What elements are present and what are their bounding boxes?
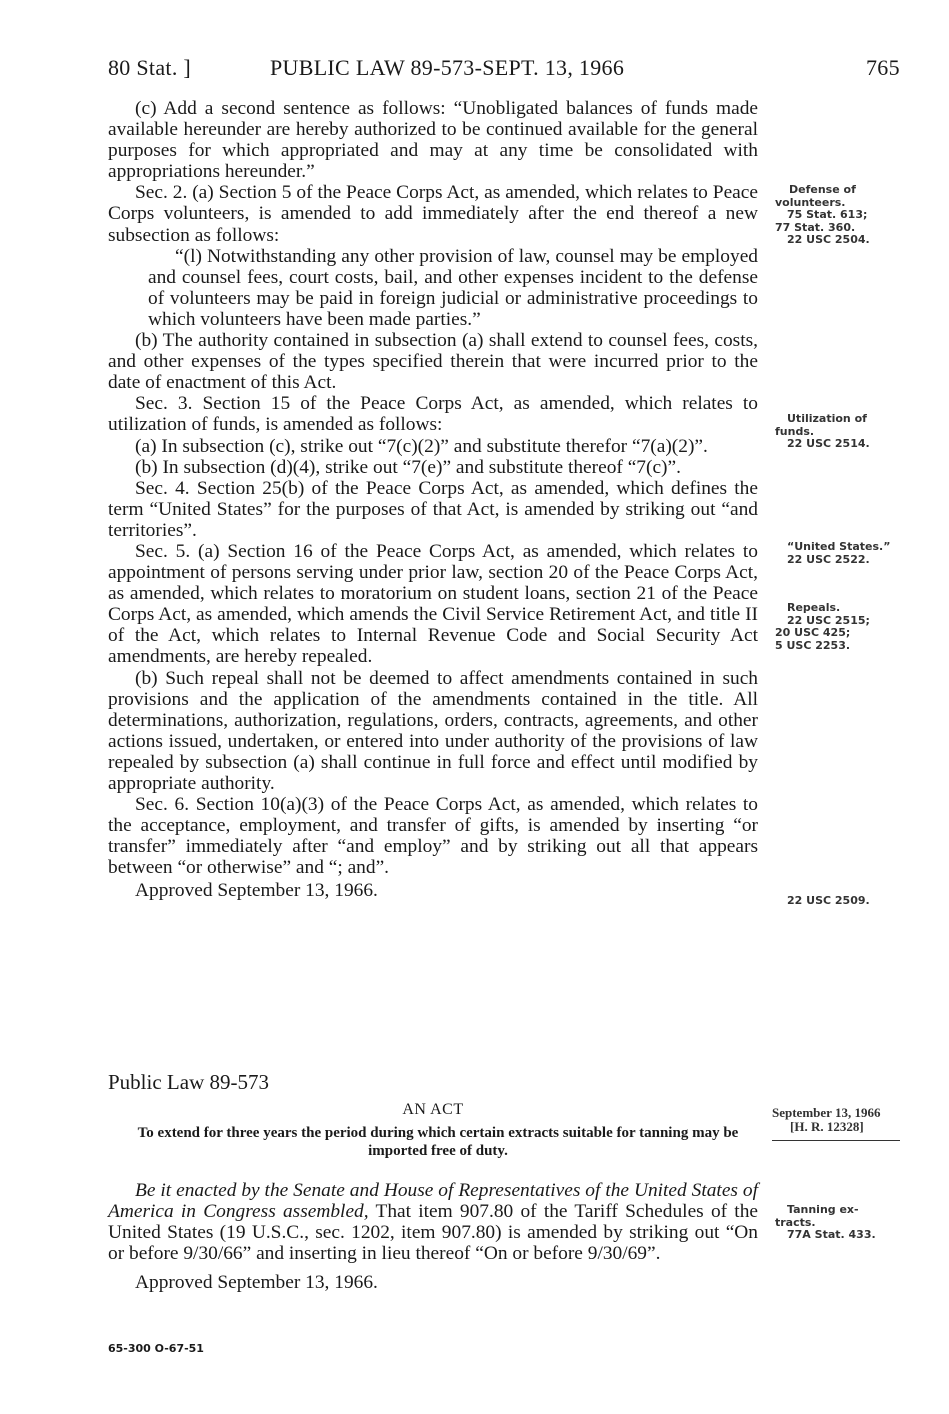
enacting-clause: Be it enacted by the Senate and House of Representatives of the United States of America in Congress assembled, [108,1180,758,1223]
note-line: 22 USC 2509. [787,894,870,907]
margin-note-united-states [775,541,945,566]
note-line: Tanning ex- [787,1203,859,1216]
paragraph-sec-3b: (b) In subsection (d)(4), strike out “7(e)” and substitute thereof “7(c)”. [135,456,681,478]
approved-line-2: Approved September 13, 1966. [135,1272,378,1294]
margin-note-2509 [775,895,945,908]
approved-line-1: Approved September 13, 1966. [135,880,378,902]
paragraph-sec-3: Sec. 3. Section 15 of the Peace Corps Act, as amended, which relates to utilization of funds, is amended as follows: [108,393,758,436]
note-line: Repeals. [787,601,841,614]
paragraph-quote-l: “(l) Notwithstanding any other provision of law, counsel may be employed and counsel fees, court costs, bail, and other expenses incident to the defense of volunteers may be paid in foreign judicial or administrative proceedings to which volunteers have been made parties.” [148,245,758,330]
note-line: September 13, 1966 [772,1105,881,1120]
running-head-title: PUBLIC LAW 89-573-SEPT. 13, 1966 [270,55,625,80]
public-law-number: Public Law 89-573 [108,1070,269,1094]
note-line: 77 Stat. 360. [775,220,856,234]
paragraph-sec-3a: (a) In subsection (c), strike out “7(c)(2)” and substitute therefor “7(a)(2)”. [135,435,708,457]
margin-note-utilization [775,413,945,451]
note-line: Utilization of [787,412,867,425]
paragraph-sec-2b: (b) The authority contained in subsection (a) shall extend to counsel fees, costs, and other expenses of the types specified therein that were incurred prior to the date of enactment of this Act. [108,330,758,394]
paragraph-sec-6: Sec. 6. Section 10(a)(3) of the Peace Corps Act, as amended, which relates to the acceptance, employment, and transfer of gifts, is amended by inserting “or transfer” immediately after “and employ” and by striking out all that appears between “or otherwise” and “; and”. [108,794,758,879]
page-number: 765 [866,55,900,80]
note-line: 5 USC 2253. [775,638,851,652]
note-line: 22 USC 2504. [787,233,870,246]
note-line: volunteers. [775,195,846,209]
note-line: Defense of [789,183,856,196]
note-line: 22 USC 2515; [787,613,870,627]
margin-note-repeals [775,602,945,652]
paragraph-sec-5b: (b) Such repeal shall not be deemed to affect amendments contained in such provisions and the application of the amendments contained in the title. All determinations, authorization, regulations, orders, contracts, agreements, and other actions issued, undertaken, or entered into under authority of the provisions of law repealed by subsection (a) shall continue in full force and effect until modified by appropriate authority. [108,667,758,794]
paragraph-sec-2: Sec. 2. (a) Section 5 of the Peace Corps Act, as amended, which relates to Peace Corps volunteers, is amended to add immediately after the end thereof a new subsection as follows: [108,182,758,246]
act-text: That item 907.80 of the Tariff Schedules of the United States (19 U.S.C., sec. 1202, item 907.80) is amended by striking out “On or before 9/30/66” and inserting in lieu thereof “On or before 9/30/69”. [108,1201,758,1265]
running-head-left: 80 Stat. ] [108,55,192,80]
note-line: 77A Stat. 433. [787,1228,876,1241]
margin-note-date-bill [772,1106,904,1141]
public-law-body [108,1180,758,1293]
footer-code: 65-300 O-67-51 [108,1342,204,1355]
margin-note-tanning [775,1204,945,1242]
body-text-section-1 [108,98,758,902]
note-line: 75 Stat. 613; [787,208,868,221]
note-line: [H. R. 12328] [790,1119,864,1134]
note-line: tracts. [775,1215,816,1229]
enacting-paragraph [108,1180,758,1264]
note-line: 22 USC 2514. [787,437,870,450]
divider [772,1140,900,1141]
paragraph-sec-4: Sec. 4. Section 25(b) of the Peace Corps Act, as amended, which defines the term “United States” for the purposes of that Act, is amended by striking out “and territories”. [108,477,758,541]
paragraph-sec-5: Sec. 5. (a) Section 16 of the Peace Corps Act, as amended, which relates to appointment of persons serving under prior law, section 20 of the Peace Corps Act, as amended, which relates to moratorium on student loans, section 21 of the Peace Corps Act, as amended, which amends the Civil Service Retirement Act, and title II of the Act, which relates to Internal Revenue Code and Social Security Act amendments, are hereby repealed. [108,540,758,668]
act-title: To extend for three years the period during which certain extracts suitable for tanning may be imported free of duty. [137,1125,739,1159]
note-line: funds. [775,424,815,438]
margin-note-defense [775,184,945,247]
note-line: “United States.” [787,540,891,553]
note-line: 22 USC 2522. [787,552,870,566]
paragraph-c: (c) Add a second sentence as follows: “Unobligated balances of funds made available hereunder are hereby authorized to be continued available for the general purposes for which appropriated and may at any time be consolidated with appropriations hereunder.” [108,98,758,183]
note-line: 20 USC 425; [775,626,851,639]
an-act-heading: AN ACT [402,1101,464,1118]
